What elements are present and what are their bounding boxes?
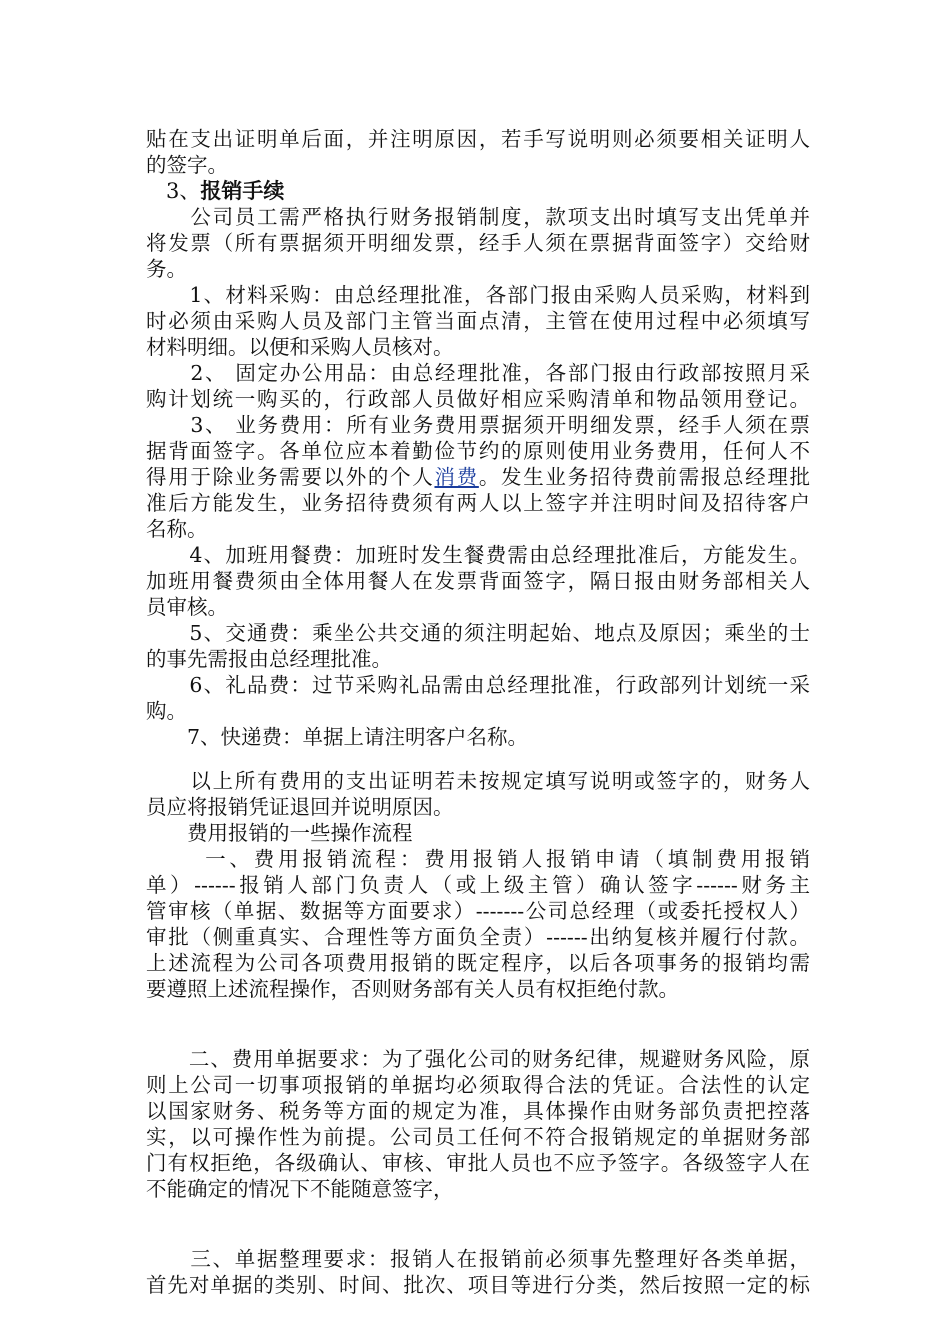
- paragraph-line: 三、单据整理要求：报销人在报销前必须事先整理好各类单据，: [146, 1247, 810, 1271]
- paragraph-line: 审批（侧重真实、合理性等方面负全责）------出纳复核并履行付款。: [146, 925, 810, 949]
- paragraph-line: 管审核（单据、数据等方面要求）-------公司总经理（或委托授权人）: [146, 899, 810, 923]
- paragraph-line: 加班用餐费须由全体用餐人在发票背面签字，隔日报由财务部相关人: [146, 569, 810, 593]
- paragraph-line: 员应将报销凭证退回并说明原因。: [146, 795, 454, 819]
- paragraph-line: 以国家财务、税务等方面的规定为准，具体操作由财务部负责把控落: [146, 1099, 810, 1123]
- paragraph-line: 据背面签字。各单位应本着勤俭节约的原则使用业务费用，任何人不: [146, 439, 810, 463]
- paragraph-line: 名称。: [146, 517, 208, 541]
- paragraph-line: 要遵照上述流程操作，否则财务部有关人员有权拒绝付款。: [146, 977, 679, 1001]
- paragraph-line: 的事先需报由总经理批准。: [146, 647, 392, 671]
- paragraph-line: 4、加班用餐费：加班时发生餐费需由总经理批准后，方能发生。: [146, 543, 810, 567]
- paragraph-line: 的签字。: [146, 153, 228, 177]
- paragraph-line: 7、快递费：单据上请注明客户名称。: [146, 725, 529, 749]
- paragraph-line: 购。: [146, 699, 187, 723]
- subsection-title: 费用报销的一些操作流程: [146, 821, 413, 845]
- paragraph-line: 务。: [146, 257, 187, 281]
- paragraph-line: 准后方能发生，业务招待费须有两人以上签字并注明时间及招待客户: [146, 491, 810, 515]
- paragraph-line: 上述流程为公司各项费用报销的既定程序，以后各项事务的报销均需: [146, 951, 810, 975]
- paragraph-line: 单）------报销人部门负责人（或上级主管）确认签字------财务主: [146, 873, 810, 897]
- section-title: 报销手续: [200, 179, 285, 203]
- paragraph-line: 5、交通费：乘坐公共交通的须注明起始、地点及原因；乘坐的士: [146, 621, 810, 645]
- paragraph-line: 将发票（所有票据须开明细发票，经手人须在票据背面签字）交给财: [146, 231, 810, 255]
- paragraph-line: 贴在支出证明单后面，并注明原因，若手写说明则必须要相关证明人: [146, 127, 810, 151]
- paragraph-line: 首先对单据的类别、时间、批次、项目等进行分类，然后按照一定的标: [146, 1273, 810, 1297]
- paragraph-line: 3、 业务费用：所有业务费用票据须开明细发票，经手人须在票: [146, 413, 810, 437]
- paragraph-line: 6、礼品费：过节采购礼品需由总经理批准，行政部列计划统一采: [146, 673, 810, 697]
- text-segment: 得用于除业务需要以外的个人: [146, 465, 435, 489]
- paragraph-line: 员审核。: [146, 595, 228, 619]
- paragraph-line: 公司员工需严格执行财务报销制度，款项支出时填写支出凭单并: [146, 205, 810, 229]
- paragraph-line: 则上公司一切事项报销的单据均必须取得合法的凭证。合法性的认定: [146, 1073, 810, 1097]
- paragraph-line: 1、材料采购：由总经理批准，各部门报由采购人员采购，材料到: [146, 283, 810, 307]
- paragraph-line: 时必须由采购人员及部门主管当面点清，主管在使用过程中必须填写: [146, 309, 810, 333]
- text-segment: 。发生业务招待费前需报总经理批: [478, 465, 811, 489]
- paragraph-line: 一、费用报销流程：费用报销人报销申请（填制费用报销: [146, 847, 810, 871]
- paragraph-line: 材料明细。以便和采购人员核对。: [146, 335, 454, 359]
- paragraph-line: 以上所有费用的支出证明若未按规定填写说明或签字的，财务人: [146, 769, 810, 793]
- section-number: 3、: [166, 179, 201, 203]
- consumption-link[interactable]: 消费: [434, 465, 479, 489]
- paragraph-line: [146, 464, 810, 490]
- paragraph-line: 实，以可操作性为前提。公司员工任何不符合报销规定的单据财务部: [146, 1125, 810, 1149]
- paragraph-line: 二、费用单据要求：为了强化公司的财务纪律，规避财务风险，原: [146, 1047, 810, 1071]
- paragraph-line: 2、 固定办公用品：由总经理批准，各部门报由行政部按照月采: [146, 361, 810, 385]
- paragraph-line: 不能确定的情况下不能随意签字，: [146, 1177, 454, 1201]
- paragraph-line: 购计划统一购买的，行政部人员做好相应采购清单和物品领用登记。: [146, 387, 810, 411]
- section-heading: [166, 178, 284, 204]
- paragraph-line: 门有权拒绝，各级确认、审核、审批人员也不应予签字。各级签字人在: [146, 1151, 810, 1175]
